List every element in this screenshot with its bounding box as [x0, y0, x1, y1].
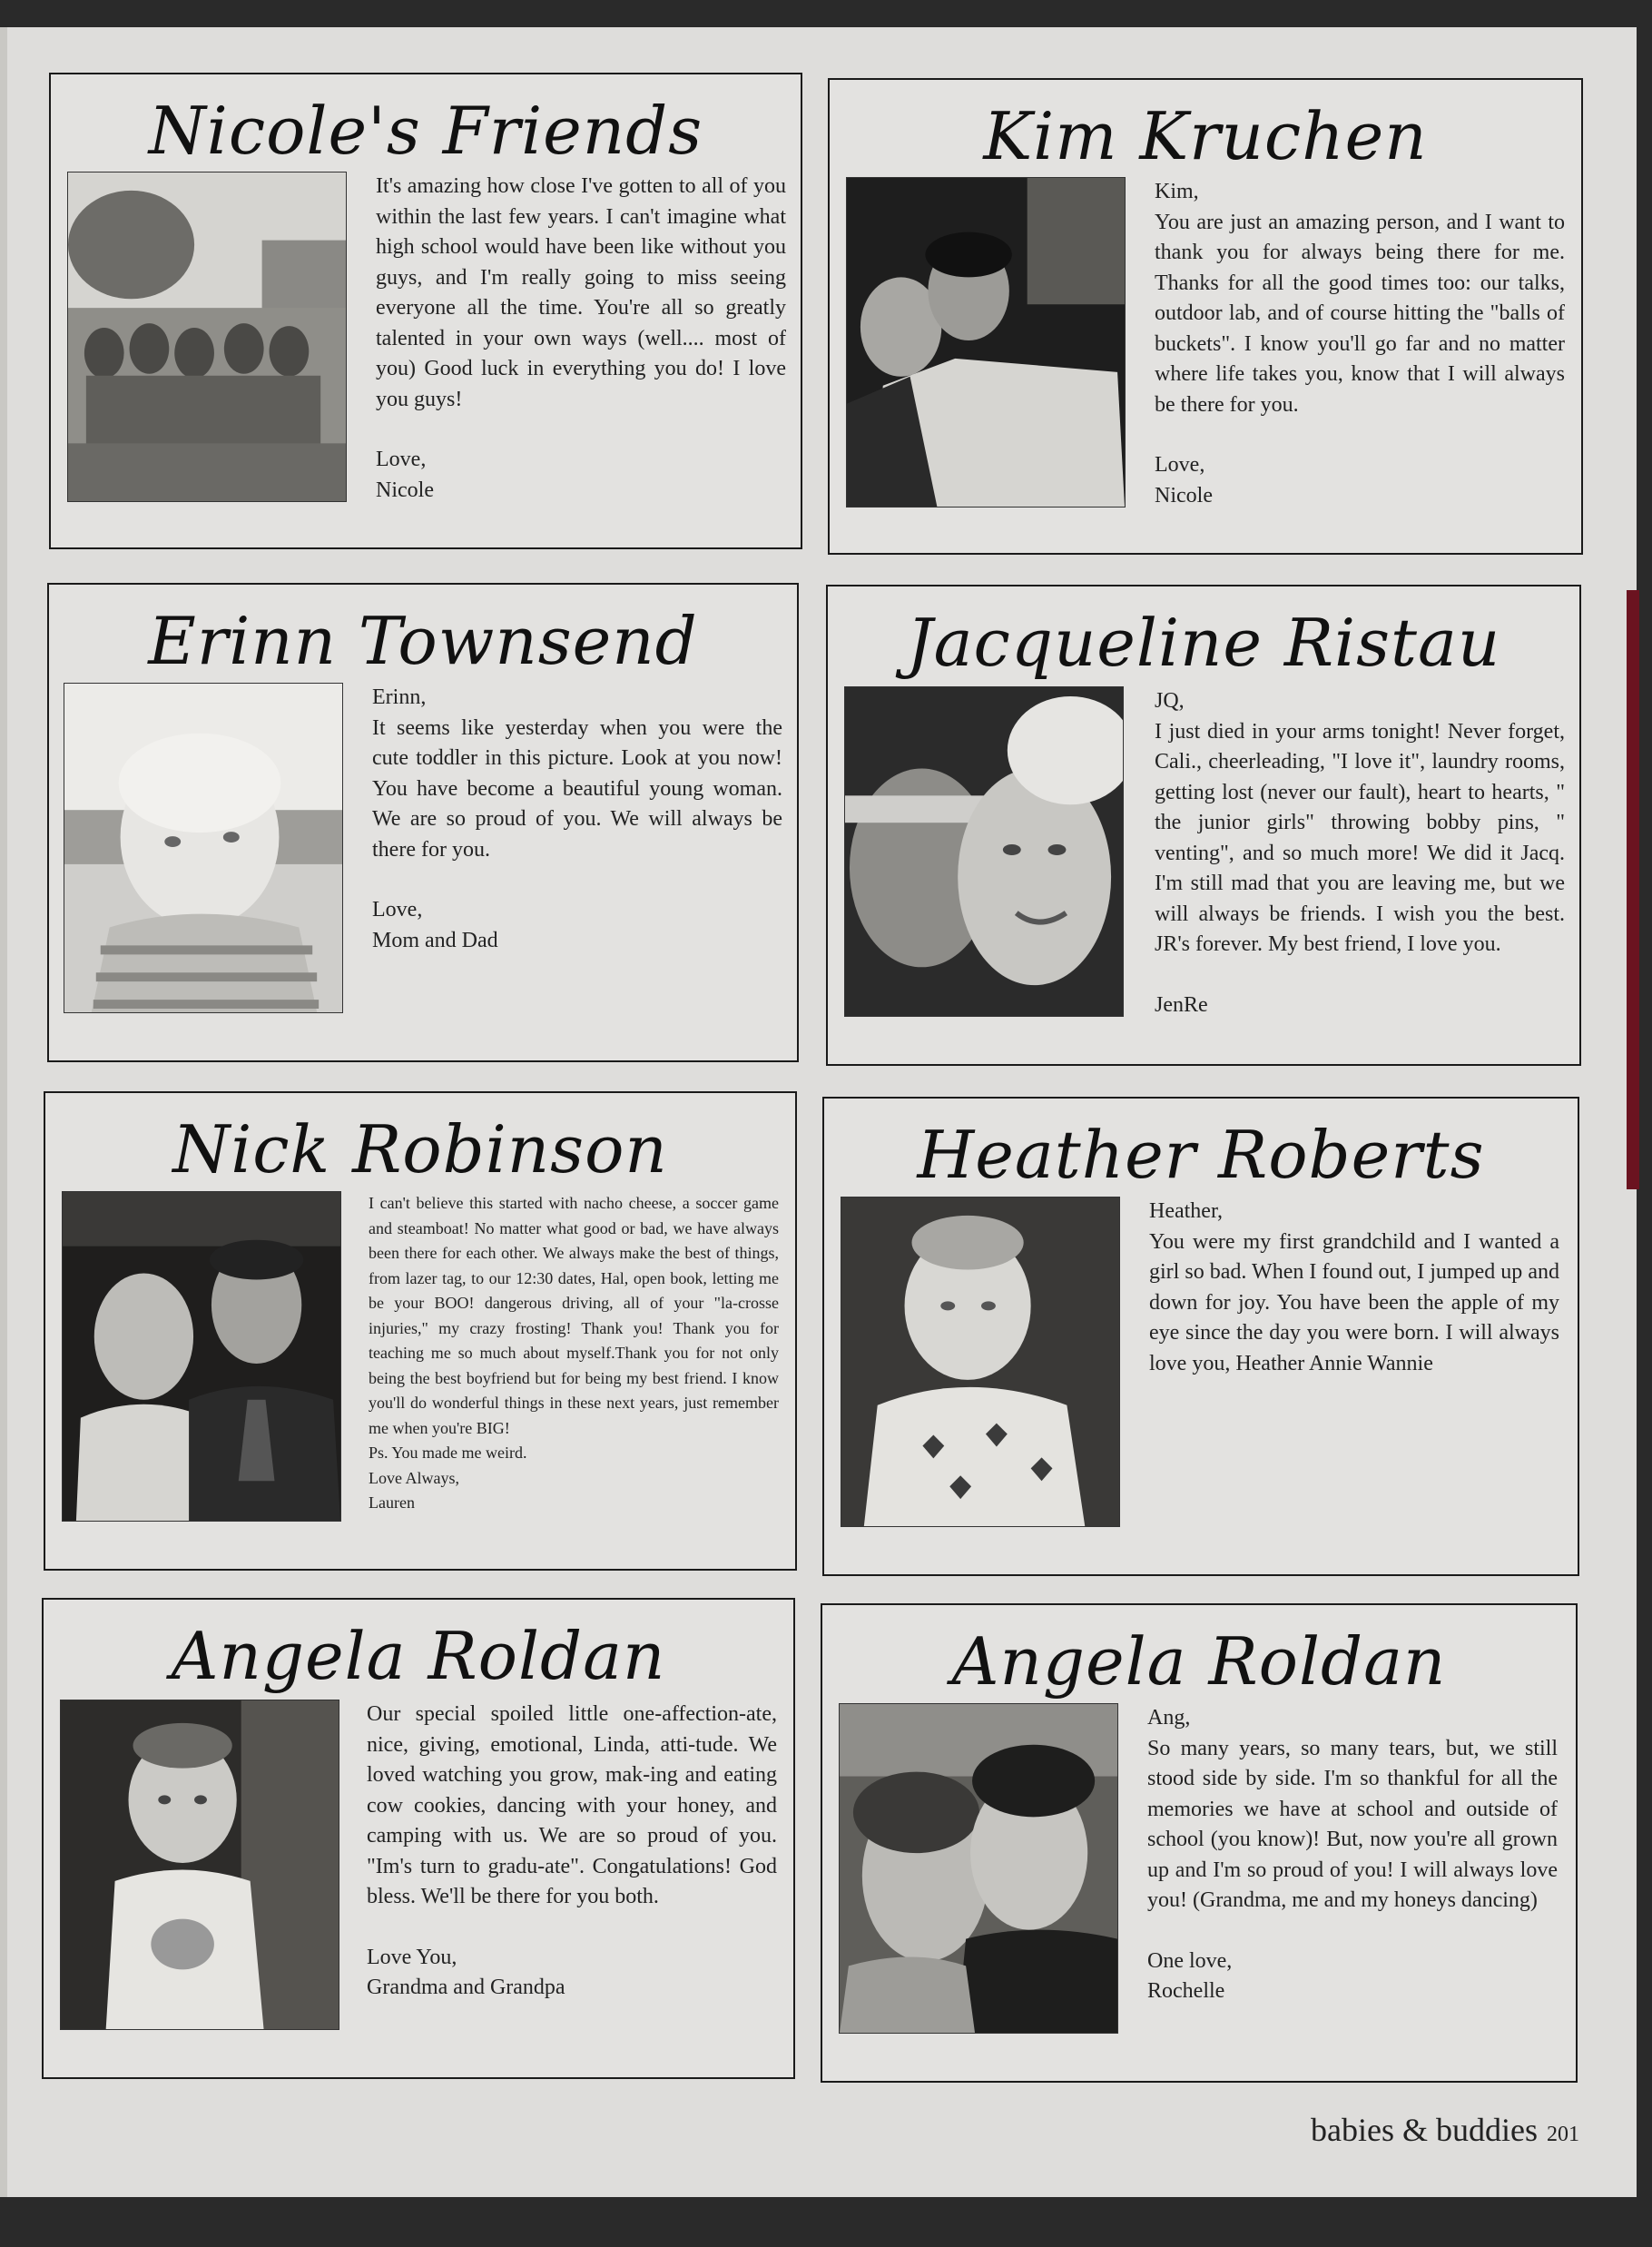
tribute-card-jacqueline-ristau — [826, 585, 1581, 1066]
toddler-portrait-photo — [841, 1197, 1120, 1527]
card-message — [376, 172, 786, 506]
message-greeting: Erinn, — [372, 685, 427, 709]
message-greeting: Heather, — [1149, 1199, 1223, 1223]
message-closing: Love, — [1155, 453, 1205, 477]
toddler-photo — [64, 683, 343, 1013]
tribute-card-angela-roldan-grandparents — [42, 1598, 795, 2079]
message-paragraph: I can't believe this started with nacho cheese, a soccer game and steamboat! No matter what good or bad, we have always been there for each other. We always make the best of things, from lazer tag, to our 12:30 dates, Hal, open book, letting me be your BOO! dangerous driving, all of your "la-crosse injuries," my crazy frosting! Thank you! Thank you for teaching me so much about myself.Thank you for not only being the best boyfriend but for being my best friend. I know you'll do wonderful things in these next years, just remember me when you're BIG! — [369, 1194, 779, 1437]
message-signature: JenRe — [1155, 992, 1208, 1017]
card-message — [1155, 686, 1565, 1020]
card-message — [1155, 177, 1565, 511]
page-footer — [1311, 2111, 1579, 2149]
message-signature: Lauren — [369, 1493, 415, 1512]
page-binding-edge — [0, 27, 7, 2197]
message-paragraph: You are just an amazing person, and I want to thank you for always being there for me. Thanks for all the good times too: our talks, outdoor lab, and of course hitting the "balls of buckets". I know you'll go far and no matter where life takes you, know that I will always be there for you. — [1155, 210, 1565, 417]
message-paragraph: It's amazing how close I've gotten to all of you within the last few years. I can't imagine what high school would have been like without you guys, and I'm really going to miss seeing everyone all the time. You're all so greatly talented in your own ways (well.... most of you) Good luck in everything you do! I love you guys! — [376, 174, 786, 411]
card-message — [367, 1700, 777, 2004]
page-edge-strip — [1627, 590, 1639, 1189]
card-title: Heather Roberts — [917, 1117, 1485, 1193]
page-number: 201 — [1547, 2123, 1579, 2146]
message-paragraph: It seems like yesterday when you were the cute toddler in this picture. Look at you now! You have become a beautiful young woman. We are so proud of you. We will always be there for you. — [372, 715, 782, 862]
card-title: Erinn Townsend — [148, 603, 698, 679]
section-name: babies & buddies — [1311, 2112, 1538, 2148]
card-title: Nicole's Friends — [148, 93, 703, 169]
portrait-photo — [846, 177, 1126, 508]
message-signature: Nicole — [1155, 483, 1213, 508]
card-message — [1147, 1703, 1558, 2007]
message-greeting: Kim, — [1155, 180, 1199, 203]
message-paragraph: So many years, so many tears, but, we still stood side by side. I'm so thankful for all the memories we have at school and outside of school (you know)! But, now you're all grown up and I'm so proud of you! I will always love you! (Grandma, me and my honeys dancing) — [1147, 1736, 1558, 1912]
message-paragraph: Our special spoiled little one-affection-ate, nice, giving, emotional, Linda, atti-tude. We loved watching you grow, mak-ing and eating cow cookies, dancing with your honey, and camping with us. We are so proud of you. "Im's turn to gradu-ate". Congatulations! God bless. We'll be there for you both. — [367, 1702, 777, 1908]
message-closing: Love Always, — [369, 1468, 459, 1487]
tribute-card-nicoles-friends — [49, 73, 802, 549]
message-postscript: Ps. You made me weird. — [369, 1444, 527, 1462]
tribute-card-erinn-townsend — [47, 583, 799, 1062]
message-signature: Mom and Dad — [372, 928, 498, 952]
message-greeting: JQ, — [1155, 689, 1185, 713]
message-closing: One love, — [1147, 1948, 1233, 1973]
group-photo — [67, 172, 347, 502]
message-signature: Rochelle — [1147, 1979, 1225, 2003]
message-signature: Grandma and Grandpa — [367, 1976, 565, 1999]
message-paragraph: You were my first grandchild and I wanted a girl so bad. When I found out, I jumped up and down for joy. You have been the apple of my eye since the day you were born. I will always love you, Heather Annie Wannie — [1149, 1229, 1559, 1375]
card-title: Jacqueline Ristau — [906, 605, 1501, 681]
tribute-card-nick-robinson — [44, 1091, 797, 1571]
message-greeting: Ang, — [1147, 1706, 1191, 1730]
friends-photo — [839, 1703, 1118, 2034]
message-closing: Love, — [372, 898, 423, 921]
card-title: Kim Kruchen — [983, 98, 1428, 174]
tribute-card-angela-roldan-friend — [821, 1603, 1578, 2083]
message-signature: Nicole — [376, 478, 434, 502]
message-paragraph: I just died in your arms tonight! Never forget, Cali., cheerleading, "I love it", laundry rooms, getting lost (never our fault), heart to hearts, " the junior girls" throwing bobby pins, " venting", and so much more! We did it Jacq. I'm still mad that you are leaving me, but we will always be friends. I wish you the best. JR's forever. My best friend, I love you. — [1155, 719, 1565, 956]
tribute-card-heather-roberts — [822, 1097, 1579, 1576]
baby-photo — [60, 1700, 339, 2030]
card-message — [372, 683, 782, 956]
tribute-card-kim-kruchen — [828, 78, 1583, 555]
card-title: Angela Roldan — [951, 1623, 1447, 1700]
message-closing: Love You, — [367, 1945, 457, 1969]
couple-photo — [62, 1191, 341, 1522]
message-closing: Love, — [376, 448, 427, 471]
card-message — [1149, 1197, 1559, 1379]
card-title: Angela Roldan — [171, 1618, 666, 1694]
card-title: Nick Robinson — [172, 1111, 668, 1188]
card-message — [369, 1191, 779, 1516]
friends-photo — [844, 686, 1124, 1017]
